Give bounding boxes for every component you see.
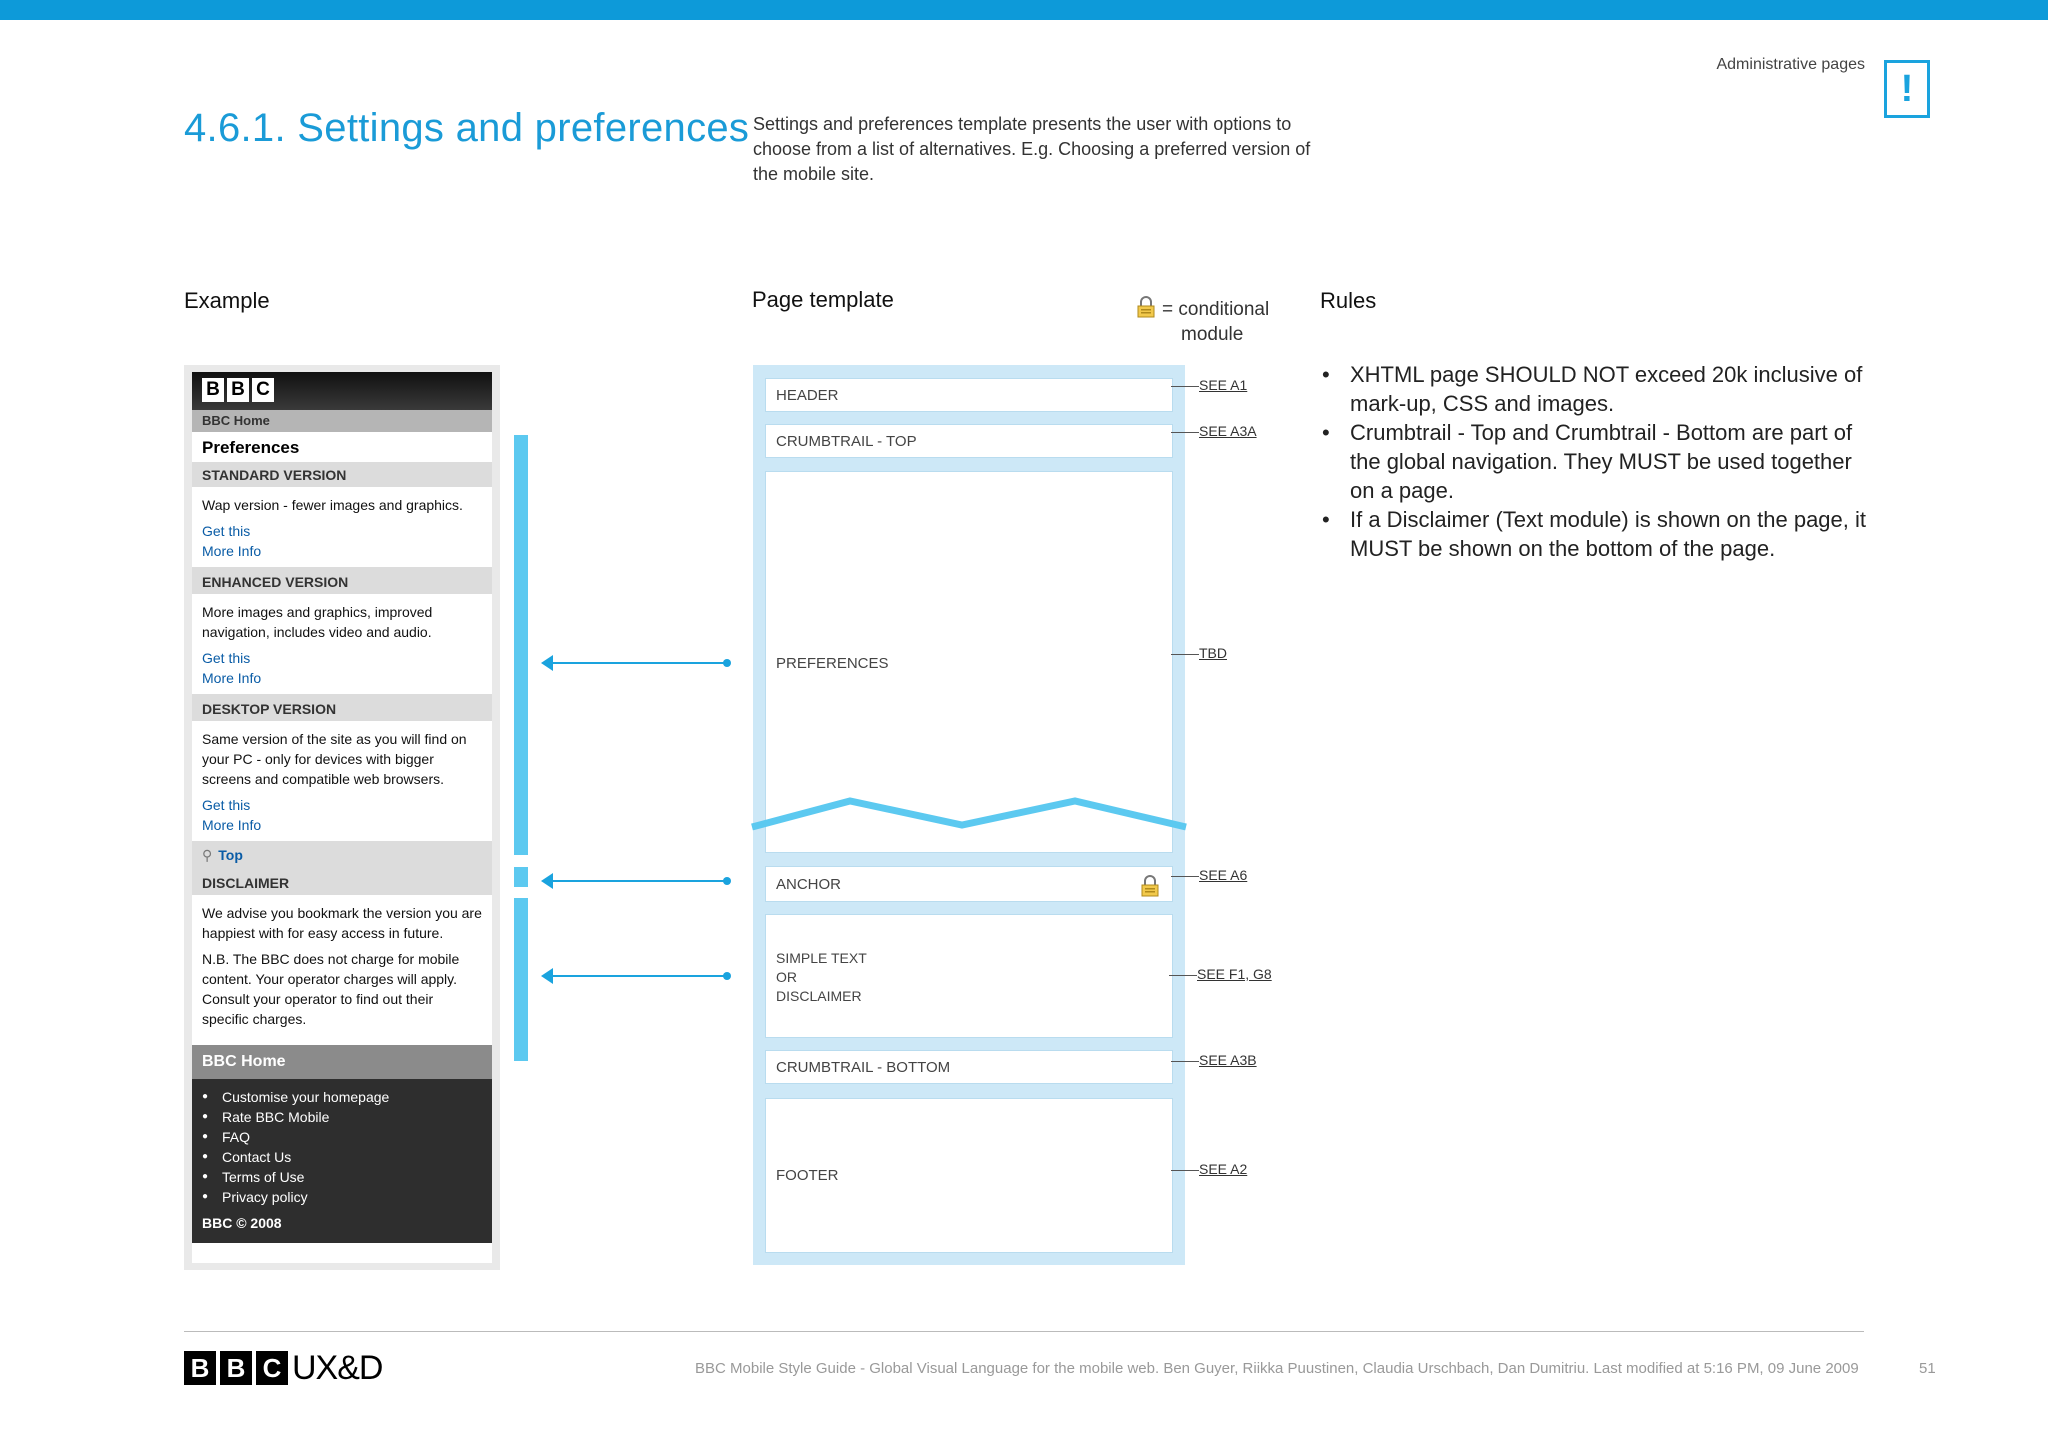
alert-icon: !: [1884, 60, 1930, 118]
section-text: Wap version - fewer images and graphics.: [202, 497, 463, 513]
rule-item: • XHTML page SHOULD NOT exceed 20k inclusive of mark-up, CSS and images.: [1320, 360, 1868, 418]
section-heading: ENHANCED VERSION: [192, 569, 492, 594]
legend-line-2: module: [1181, 324, 1244, 345]
footer-note: BBC Mobile Style Guide - Global Visual Language for the mobile web. Ben Guyer, Riikka Puustinen, Claudia Urschbach, Dan Dumitriu. Last modified at 5:16 PM, 09 June 2009: [695, 1360, 1859, 1377]
ref-footer: SEE A2: [1199, 1161, 1248, 1177]
section-text: More images and graphics, improved navigation, includes video and audio.: [202, 604, 433, 640]
top-link-label: Top: [218, 847, 243, 863]
disclaimer-text-2: N.B. The BBC does not charge for mobile content. Your operator charges will apply. Consult your operator to find out their specific charges.: [202, 951, 460, 1027]
break-line: [750, 795, 1188, 835]
legend: [1136, 296, 1276, 347]
template-module-anchor: ANCHOR: [765, 866, 1173, 902]
rules-heading: Rules: [1320, 288, 1377, 313]
rule-item: • Crumbtrail - Top and Crumbtrail - Bottom are part of the global navigation. They MUST be used together on a page.: [1320, 418, 1868, 505]
ref-preferences: TBD: [1199, 645, 1227, 661]
top-anchor-link[interactable]: [192, 843, 492, 870]
more-info-link[interactable]: More Info: [202, 670, 262, 686]
anchor-span-bar: [514, 867, 528, 887]
disclaimer-arrow: [543, 975, 727, 977]
section-body: [192, 721, 492, 843]
footer-link[interactable]: ● Rate BBC Mobile: [202, 1107, 482, 1127]
section-body: [192, 594, 492, 696]
lock-icon: [1136, 296, 1156, 318]
rule-item: • If a Disclaimer (Text module) is shown on the page, it MUST be shown on the bottom of the page.: [1320, 505, 1868, 563]
disclaimer-body: [192, 895, 492, 1041]
intro-text: Settings and preferences template presents the user with options to choose from a list of alternatives. E.g. Choosing a preferred version of the mobile site.: [753, 114, 1311, 184]
section-heading: STANDARD VERSION: [192, 462, 492, 487]
ref-header: SEE A1: [1199, 377, 1248, 393]
rules-list: [1320, 360, 1868, 563]
template-heading: Page template: [752, 287, 894, 312]
crumbtrail-link[interactable]: BBC Home: [192, 410, 492, 432]
footer-divider: [184, 1331, 1864, 1332]
footer-links: [192, 1079, 492, 1243]
section-text: Same version of the site as you will find on your PC - only for devices with bigger screens and compatible web browsers.: [202, 731, 467, 787]
bbc-logo: B B C: [192, 372, 492, 410]
template-module-simple-text: SIMPLE TEXT OR DISCLAIMER: [765, 914, 1173, 1038]
ref-crumbtrail-top: SEE A3A: [1199, 423, 1257, 439]
section-heading: DESKTOP VERSION: [192, 696, 492, 721]
get-this-link[interactable]: Get this: [202, 797, 251, 813]
copyright: BBC © 2008: [202, 1215, 282, 1231]
footer-link[interactable]: ● Contact Us: [202, 1147, 482, 1167]
page-title: 4.6.1. Settings and preferences: [184, 106, 750, 150]
footer-link[interactable]: ● Customise your homepage: [202, 1087, 482, 1107]
preferences-arrow: [543, 662, 727, 664]
section-body: [192, 487, 492, 569]
disclaimer-span-bar: [514, 898, 528, 1061]
template-module-crumbtrail-bottom: CRUMBTRAIL - BOTTOM: [765, 1050, 1173, 1084]
ref-crumbtrail-bottom: SEE A3B: [1199, 1052, 1257, 1068]
template-module-header: HEADER: [765, 378, 1173, 412]
example-heading: Example: [184, 288, 270, 313]
preferences-title: Preferences: [202, 438, 300, 457]
page-number: 51: [1919, 1360, 1936, 1377]
top-accent-bar: [0, 0, 2048, 20]
anchor-arrow: [543, 880, 727, 882]
bbc-uxd-logo: B B C UX&D: [184, 1351, 382, 1385]
more-info-link[interactable]: More Info: [202, 543, 262, 559]
legend-line-1: = conditional: [1162, 299, 1270, 320]
section-label: Administrative pages: [1716, 56, 1865, 73]
template-module-footer: FOOTER: [765, 1098, 1173, 1253]
footer-link[interactable]: ● Terms of Use: [202, 1167, 482, 1187]
lock-icon: [1140, 875, 1160, 897]
template-module-crumbtrail-top: CRUMBTRAIL - TOP: [765, 424, 1173, 458]
footer-home-link[interactable]: BBC Home: [192, 1045, 492, 1079]
footer-link[interactable]: ● Privacy policy: [202, 1187, 482, 1207]
footer-link[interactable]: ● FAQ: [202, 1127, 482, 1147]
get-this-link[interactable]: Get this: [202, 650, 251, 666]
disclaimer-heading: DISCLAIMER: [192, 870, 492, 895]
example-phone-screen: [184, 365, 500, 1270]
more-info-link[interactable]: More Info: [202, 817, 262, 833]
get-this-link[interactable]: Get this: [202, 523, 251, 539]
ref-anchor: SEE A6: [1199, 867, 1248, 883]
preferences-span-bar: [514, 435, 528, 855]
template-module-preferences: PREFERENCES: [765, 471, 1173, 853]
disclaimer-text-1: We advise you bookmark the version you are happiest with for easy access in future.: [202, 905, 482, 941]
ref-simple-text: SEE F1, G8: [1197, 966, 1272, 982]
pin-icon: ⚲: [202, 847, 213, 863]
